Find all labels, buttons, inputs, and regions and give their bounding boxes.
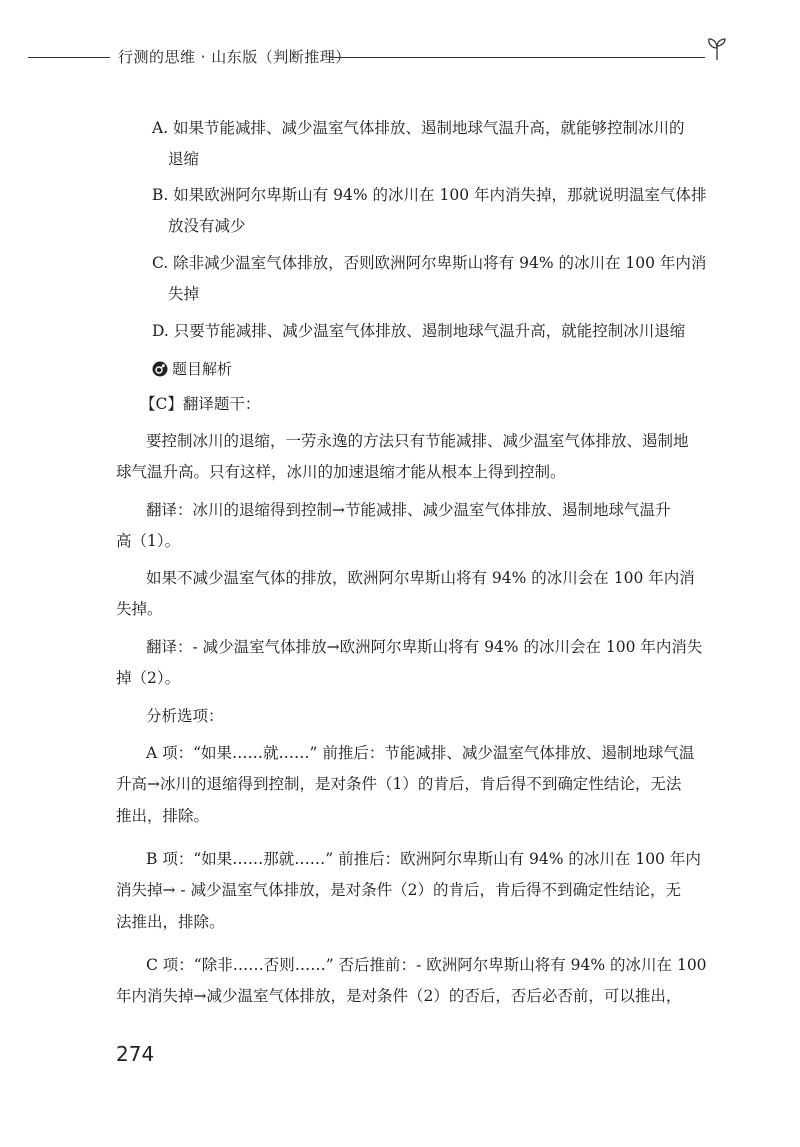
page-number: 274 bbox=[116, 1042, 155, 1066]
analysis-line: 球气温升高。只有这样，冰川的加速退缩才能从根本上得到控制。 bbox=[116, 463, 566, 481]
sprout-icon bbox=[703, 34, 731, 62]
analysis-heading-text: 题目解析 bbox=[172, 360, 233, 378]
header-rule-right bbox=[330, 57, 705, 58]
analysis-line: 失掉。 bbox=[116, 600, 163, 618]
analysis-line: C 项：“除非……否则……” 否后推前：- 欧洲阿尔卑斯山将有 94% 的冰川在 100 bbox=[146, 956, 707, 974]
option-d-line-1: D. 只要节能减排、减少温室气体排放、遏制地球气温升高，就能控制冰川退缩 bbox=[152, 322, 686, 340]
header-title: 行测的思维 · 山东版（判断推理） bbox=[118, 48, 351, 66]
option-a-line-2: 退缩 bbox=[168, 150, 200, 168]
option-b-line-2: 放没有减少 bbox=[168, 217, 246, 235]
analysis-line: A 项：“如果……就……” 前推后：节能减排、减少温室气体排放、遏制地球气温 bbox=[146, 744, 695, 762]
analysis-line: 消失掉→ - 减少温室气体排放，是对条件（2）的肯后，肯后得不到确定性结论，无 bbox=[116, 881, 681, 899]
header-rule-left bbox=[28, 57, 110, 58]
answer-line: 【C】翻译题干： bbox=[140, 395, 261, 413]
analysis-line: 如果不减少温室气体的排放，欧洲阿尔卑斯山将有 94% 的冰川会在 100 年内消 bbox=[146, 569, 695, 587]
analysis-line: 翻译：冰川的退缩得到控制→节能减排、减少温室气体排放、遏制地球气温升 bbox=[146, 501, 671, 519]
analysis-line: 高（1）。 bbox=[116, 532, 181, 550]
option-c-line-2: 失掉 bbox=[168, 285, 200, 303]
analysis-badge-icon bbox=[152, 361, 168, 377]
analysis-line: 掉（2）。 bbox=[116, 669, 181, 687]
analysis-line: 年内消失掉→减少温室气体排放，是对条件（2）的否后，否后必否前，可以推出， bbox=[116, 987, 682, 1005]
analysis-line: 翻译：- 减少温室气体排放→欧洲阿尔卑斯山将有 94% 的冰川会在 100 年内消失 bbox=[146, 638, 703, 656]
analysis-line: 分析选项： bbox=[146, 707, 224, 725]
analysis-line: 推出，排除。 bbox=[116, 807, 210, 825]
option-a-line-1: A. 如果节能减排、减少温室气体排放、遏制地球气温升高，就能够控制冰川的 bbox=[152, 119, 685, 137]
analysis-line: B 项：“如果……那就……” 前推后：欧洲阿尔卑斯山有 94% 的冰川在 100 年内 bbox=[146, 850, 701, 868]
option-b-line-1: B. 如果欧洲阿尔卑斯山有 94% 的冰川在 100 年内消失掉，那就说明温室气体排 bbox=[152, 186, 707, 204]
analysis-line: 要控制冰川的退缩，一劳永逸的方法只有节能减排、减少温室气体排放、遏制地 bbox=[146, 432, 689, 450]
analysis-line: 升高→冰川的退缩得到控制，是对条件（1）的肯后，肯后得不到确定性结论，无法 bbox=[116, 775, 682, 793]
option-c-line-1: C. 除非减少温室气体排放，否则欧洲阿尔卑斯山将有 94% 的冰川在 100 年内消 bbox=[152, 254, 707, 272]
analysis-heading bbox=[152, 359, 232, 379]
analysis-line: 法推出，排除。 bbox=[116, 913, 225, 931]
running-header bbox=[28, 40, 728, 70]
